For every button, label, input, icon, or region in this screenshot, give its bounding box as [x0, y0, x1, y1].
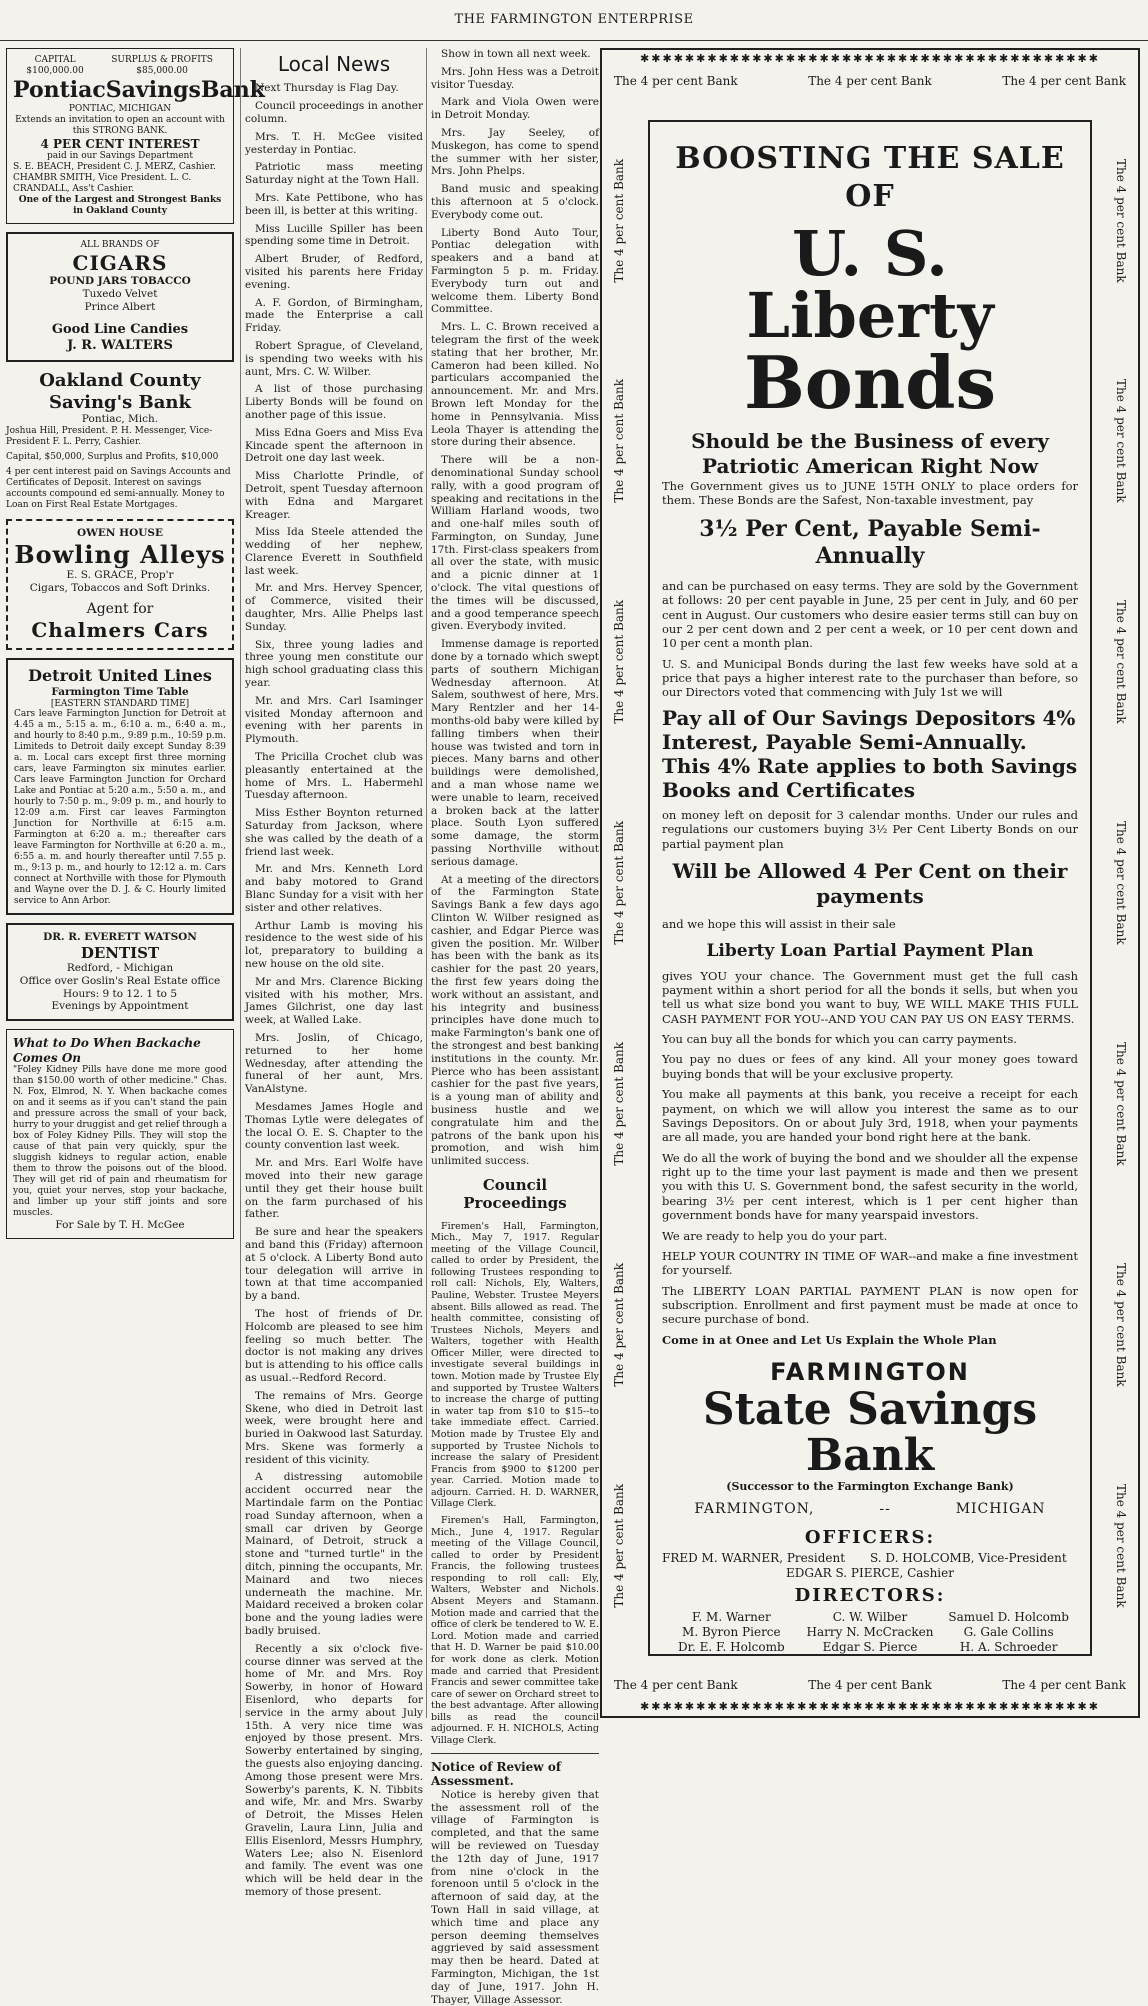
bar-label: The 4 per cent Bank [1114, 1042, 1128, 1166]
ad-rate: 3½ Per Cent, Payable Semi-Annually [699, 515, 1041, 570]
pontiac-line1: Extends an invitation to open an account with this STRONG BANK. [15, 114, 225, 136]
divider [431, 1753, 599, 1754]
ad-p5: and we hope this will assist in their sale [662, 916, 896, 931]
review-heading: Notice of Review of Assessment. [431, 1759, 561, 1789]
ad-p1: The Government gives us to JUNE 15TH ONLY to place orders for them. These Bonds are the Safest, Non-taxable investment, pay [662, 479, 1078, 508]
directors-list [662, 1610, 1078, 1655]
news-items [431, 48, 599, 1168]
bar-label: The 4 per cent Bank [1114, 1483, 1128, 1608]
dur-l1: Detroit United Lines [28, 666, 212, 686]
news-item: Band music and speaking this afternoon at 5 o'clock. Everybody come out. [431, 183, 599, 221]
news-item: Mr. and Mrs. Earl Wolfe have moved into their new garage until they get their house built on the farm purchased of his father. [245, 1157, 423, 1221]
oakland-name: Oakland County Saving's Bank [39, 369, 201, 413]
ad-subhead: Should be the Business of every Patriotic American Right Now [691, 429, 1049, 478]
news-item: Mr. and Mrs. Kenneth Lord and baby motored to Grand Blanc Sunday for a visit with her sister and other relatives. [245, 863, 423, 914]
dentist-l1: DR. R. EVERETT WATSON [43, 930, 197, 943]
news-item: Miss Charlotte Prindle, of Detroit, spent Tuesday afternoon with Edna and Margaret Kreager. [245, 470, 423, 521]
officers-title: OFFICERS: [804, 1526, 936, 1548]
bar-label: The 4 per cent Bank [1114, 158, 1128, 283]
news-item: A distressing automobile accident occurred near the Martindale farm on the Pontiac road Sunday afternoon, when a small car driven by George Mainard, of Detroit, struck a stone and "turned turtle" in the ditch, pinning the occupants, Mr. Mainard and two nieces underneath the machine. Mr. Maidard received a broken colar bone and the young ladies were badly bruised. [245, 1471, 423, 1638]
news-item: Mrs. Jay Seeley, of Muskegon, has come to spend the summer with her sister, Mrs. John Phelps. [431, 126, 599, 178]
bank-successor: (Successor to the Farmington Exchange Bank) [726, 1479, 1014, 1493]
column-left-ads [6, 48, 265, 1718]
dur-l2: Farmington Time Table [51, 685, 189, 698]
bar-label: The 4 per cent Bank [612, 600, 626, 724]
news-item: Arthur Lamb is moving his residence to the west side of his lot, preparatory to building a new house on the old site. [245, 919, 423, 970]
news-item: Miss Lucille Spiller has been spending some time in Detroit. [245, 222, 423, 248]
ad-left-bar [608, 110, 630, 1656]
capital-label: CAPITAL $100,000.00 [26, 55, 84, 76]
directors-title: DIRECTORS: [794, 1585, 946, 1607]
ad-headline: BOOSTING THE SALE OF [675, 141, 1065, 214]
director: C. W. Wilber [832, 1609, 908, 1624]
news-item: Show in town all next week. [441, 48, 591, 60]
oakland-officers: Joshua Hill, President. P. H. Messenger, Vice-President F. L. Perry, Cashier. [6, 426, 213, 448]
news-item: Miss Esther Boynton returned Saturday from Jackson, where she was called by the death of a friend last week. [245, 807, 423, 858]
ad-p10: We do all the work of buying the bond and we shoulder all the expense right up to the time your last payment is made and then we present you with this U. S. Government bond, the safest security in the world, bearing 3½ per cent interest, which is 1 per cent higher than government bonds have for many yearspaid investors. [662, 1150, 1078, 1223]
news-item: Mrs. Kate Pettibone, who has been ill, is better at this writing. [245, 191, 423, 217]
backache-text: "Foley Kidney Pills have done me more good than $150.00 worth of other medicine." Chas. N. Fox, Elmrod, N. Y. When backache comes on and it seems as if you can't stand the pain and pressure across the small of your back, hurry to your druggist and get relief through a box of Foley Kidney Pills. They will stop the cause of that pain very quickly, spur the sluggish kidneys to regular action, enable them to throw the poisons out of the blood. They will get rid of pain and rheumatism for you, quiet your nerves, stop your backache, and limber up your stiff joints and sore muscles. [13, 1065, 227, 1219]
officer: FRED M. WARNER, President [662, 1551, 846, 1566]
masthead: THE FARMINGTON ENTERPRISE [0, 0, 1148, 41]
ad-p7: You can buy all the bonds for which you can carry payments. [662, 1032, 1017, 1046]
bar-label: The 4 per cent Bank [612, 1262, 626, 1387]
bar-label: The 4 per cent Bank [1002, 1678, 1126, 1692]
loc-mid: -- [879, 1501, 891, 1518]
dentist-l6: Evenings by Appointment [51, 1000, 189, 1013]
owen-l3: E. S. GRACE, Prop'r [66, 569, 174, 582]
bar-label: The 4 per cent Bank [1114, 379, 1128, 504]
bar-label: The 4 per cent Bank [1114, 1262, 1128, 1387]
cigars-l2: CIGARS [72, 251, 168, 276]
loc-left: FARMINGTON, [694, 1501, 815, 1518]
local-news-items [245, 82, 423, 1898]
pontiac-place: PONTIAC, MICHIGAN [68, 103, 172, 114]
news-item: Miss Ida Steele attended the wedding of her nephew, Clarence Everett in Southfield last week. [245, 526, 423, 577]
council-item: Firemen's Hall, Farmington, Mich., June 4, 1917. Regular meeting of the Village Council, called to order by President Francis, the following trustees responding to roll call: Ely, Walters, Webster and Nichols. Absent Meyers and Stamann. Motion made and carried that the office of clerk be tendered to W. E. Lord. Motion made and carried that H. D. Warner be paid $10.00 for work done as clerk. Motion made and carried that President Francis and sewer committee take care of sewer on Orchard street to the best advantage. After allowing bills as read the council adjourned. F. H. NICHOLS, Acting Village Clerk. [431, 1514, 599, 1746]
director: Edgar S. Pierce [822, 1639, 918, 1654]
news-item: Mrs. Joslin, of Chicago, returned to her home Wednesday, after attending the funeral of her aunt, Mrs. VanAlstyne. [245, 1031, 423, 1096]
ad-partial-plan: Liberty Loan Partial Payment Plan [706, 941, 1034, 962]
ad-right-bar [1110, 110, 1132, 1656]
star-border-bottom: ✱✱✱✱✱✱✱✱✱✱✱✱✱✱✱✱✱✱✱✱✱✱✱✱✱✱✱✱✱✱✱✱✱✱✱✱✱✱✱✱✱ [640, 1700, 1100, 1713]
owen-l5: Agent for [86, 600, 154, 617]
ad-bottom-bar [614, 1674, 1126, 1696]
director: M. Byron Pierce [682, 1624, 781, 1639]
owen-house-ad [6, 519, 234, 650]
news-item: Six, three young ladies and three young men constitute our high school graduating class this year. [245, 638, 423, 690]
director: F. M. Warner [691, 1609, 771, 1624]
dentist-l2: DENTIST [80, 943, 160, 962]
director: H. A. Schroeder [959, 1639, 1058, 1654]
director: Harry N. McCracken [806, 1624, 934, 1639]
cigars-l5: Prince Albert [84, 301, 156, 314]
backache-sale: For Sale by T. H. McGee [55, 1219, 185, 1231]
news-item: Miss Edna Goers and Miss Eva Kincade spent the afternoon in Detroit one day last week. [245, 426, 423, 465]
local-news-heading: Local News [277, 52, 391, 76]
pontiac-bank-name: PontiacSavingsBank [13, 76, 265, 103]
pontiac-officers: S. E. BEACH, President C. J. MERZ, Cashier. CHAMBR SMITH, Vice President. L. C. CRANDALL, Ass't Cashier. [13, 162, 216, 195]
ad-p14: Come in at Onee and Let Us Explain the Whole Plan [662, 1332, 997, 1347]
bar-label: The 4 per cent Bank [1002, 74, 1126, 88]
cigars-l4: Tuxedo Velvet [82, 288, 158, 301]
ad-pay-4-percent: Pay all of Our Savings Depositors 4% Interest, Payable Semi-Annually. This 4% Rate applies to both Savings Books and Certificates [662, 705, 1078, 802]
dentist-l5: Hours: 9 to 12. 1 to 5 [62, 987, 178, 1000]
news-item: Mr and Mrs. Clarence Bicking visited with his mother, Mrs. James Gilchrist, one day last week, at Walled Lake. [245, 975, 423, 1027]
owen-l1: OWEN HOUSE [76, 527, 163, 540]
news-item: The remains of Mrs. George Skene, who died in Detroit last week, were brought here and buried in Oakwood last Saturday. Mrs. Skene was formerly a resident of this vicinity. [245, 1389, 423, 1466]
star-border-top: ✱✱✱✱✱✱✱✱✱✱✱✱✱✱✱✱✱✱✱✱✱✱✱✱✱✱✱✱✱✱✱✱✱✱✱✱✱✱✱✱✱ [640, 52, 1100, 65]
news-item: At a meeting of the directors of the Farmington State Savings Bank a few days ago Clinton W. Wilber resigned as cashier, and Edgar Pierce was given the position. Mr. Wilber has been with the bank as its cashier for the past 20 years, the first few years doing the work without an assistant, and his integrity and business principles have done much to make Farmington's bank one of the strongest and best banking institutions in the county. Mr. Pierce who has been assistant cashier for the past five years, is a young man of ability and business hustle and we congratulate him and the patrons of the bank upon his promotion, and wish him unlimited success. [431, 873, 599, 1168]
news-item: Mrs. L. C. Brown received a telegram the first of the week stating that her brother, Mr. Cameron had been killed. No particulars accompanied the announcement. Mr. and Mrs. Brown left Monday for the home in Pennsylvania. Miss Leola Thayer is attending the store during their absence. [431, 321, 599, 449]
bar-label: The 4 per cent Bank [612, 1042, 626, 1166]
cigars-l3: POUND JARS TOBACCO [49, 275, 191, 288]
news-item: The Pricilla Crochet club was pleasantly entertained at the home of Mrs. L. Habermehl Tuesday afternoon. [245, 751, 423, 802]
oakland-capital: Capital, $50,000, Surplus and Profits, $10,000 [6, 452, 219, 463]
pontiac-footer: One of the Largest and Strongest Banks in Oakland County [18, 195, 222, 217]
ad-p12: HELP YOUR COUNTRY IN TIME OF WAR--and make a fine investment for yourself. [662, 1248, 1078, 1278]
news-item: Mr. and Mrs. Hervey Spencer, of Commerce, visited their daughter, Mrs. Allie Phelps last Sunday. [245, 582, 423, 633]
ad-p11: We are ready to help you do your part. [662, 1228, 888, 1243]
column-local-news [240, 48, 423, 1898]
loc-right: MICHIGAN [955, 1501, 1046, 1518]
news-item: Recently a six o'clock five-course dinner was served at the home of Mr. and Mrs. Roy Sowerby, in honor of Howard Eisenlord, who departs for service in the army about July 15th. A very nice time was enjoyed by those present. Mrs. Sowerby entertained by singing, the guests also enjoying dancing. Among those present were Mrs. Sowerby's parents, K. N. Tibbits and wife, Mr. and Mrs. Swarby of Detroit, the Misses Helen Gravelin, Laura Linn, Julia and Ellis Eisenlord, Messrs Humphry, Waters Lee; also N. Eisenlord and family. The event was one which will be held dear in the memory of those present. [245, 1642, 423, 1898]
owen-l6: Chalmers Cars [31, 617, 209, 642]
news-item: A list of those purchasing Liberty Bonds will be found on another page of this issue. [245, 383, 423, 421]
oakland-text: 4 per cent interest paid on Savings Accounts and Certificates of Deposit. Interest on savings accounts compound ed semi-annually. Money to Loan on First Real Estate Mortgages. [6, 467, 231, 511]
owen-l4: Cigars, Tobaccos and Soft Drinks. [29, 581, 211, 594]
news-item: Mesdames James Hogle and Thomas Lytle were delegates of the local O. E. S. Chapter to the county convention last week. [245, 1100, 423, 1152]
dentist-l3: Redford, - Michigan [66, 962, 174, 974]
news-item: Immense damage is reported done by a tornado which swept parts of southern Michigan Wednesday afternoon. At Salem, southwest of here, Mrs. Mary Rentzler and her 14-months-old baby were killed by falling timbers when their house was twisted and torn in pieces. Many barns and other buildings were demolished, and a man whose name we were unable to learn, received a broken back at the latter place. South Lyon suffered some damage, the storm passing Northville without serious damage. [431, 638, 599, 868]
bar-label: The 4 per cent Bank [808, 1678, 932, 1692]
oakland-place: Pontiac, Mich. [81, 413, 159, 426]
bar-label: The 4 per cent Bank [612, 1483, 626, 1608]
news-item: Be sure and hear the speakers and band this (Friday) afternoon at 5 o'clock. A Liberty Bond auto tour delegation will arrive in town at that time accompanied by a band. [245, 1226, 423, 1303]
owen-l2: Bowling Alleys [14, 539, 226, 569]
ad-bonds: Bonds [743, 340, 997, 425]
officers-list [662, 1551, 1078, 1566]
bank-location [662, 1501, 1078, 1519]
backache-title: What to Do When Backache Comes On [13, 1036, 201, 1065]
director: Dr. E. F. Holcomb [677, 1639, 785, 1654]
ad-p9: You make all payments at this bank, you receive a receipt for each payment, on which we will allow you interest the same as to our Savings Depositors. On or about July 3rd, 1918, when your payments are all made, you are handed your bond right here at the bank. [662, 1087, 1078, 1145]
pontiac-interest2: paid in our Savings Department [47, 151, 193, 162]
ad-inner [648, 120, 1092, 1656]
council-heading: Council Proceedings [463, 1175, 567, 1213]
news-item: Robert Sprague, of Cleveland, is spending two weeks with his aunt, Mrs. C. W. Wilber. [245, 339, 423, 378]
pontiac-interest: 4 PER CENT INTEREST [40, 136, 200, 151]
bar-label: The 4 per cent Bank [1114, 821, 1128, 945]
ad-p13: The LIBERTY LOAN PARTIAL PAYMENT PLAN is now open for subscription. Enrollment and first payment must be made at once to secure purchase of bond. [662, 1283, 1078, 1327]
bank-name-top: FARMINGTON [770, 1358, 970, 1387]
news-item: Mark and Viola Owen were in Detroit Monday. [431, 96, 599, 122]
council-items [431, 1221, 599, 1747]
director: Samuel D. Holcomb [948, 1609, 1069, 1624]
bar-label: The 4 per cent Bank [614, 74, 738, 88]
ad-allowed-4: Will be Allowed 4 Per Cent on their payments [672, 858, 1068, 908]
dentist-ad [6, 923, 234, 1021]
news-item: Mr. and Mrs. Carl Isaminger visited Monday afternoon and evening with her parents in Plymouth. [245, 694, 423, 746]
news-item: Patriotic mass meeting Saturday night at the Town Hall. [245, 161, 423, 187]
bar-label: The 4 per cent Bank [612, 821, 626, 945]
liberty-bond-ad [600, 48, 1140, 1718]
dentist-l4: Office over Goslin's Real Estate office [19, 974, 221, 987]
news-item: Mrs. T. H. McGee visited yesterday in Pontiac. [245, 130, 423, 156]
bar-label: The 4 per cent Bank [1114, 600, 1128, 724]
ad-p3: U. S. and Municipal Bonds during the last few weeks have sold at a price that pays a higher interest rate to the purchaser than before, so our Directors voted that commencing with July 1st we will [662, 656, 1078, 700]
dur-ad [6, 658, 234, 915]
dur-l3: [EASTERN STANDARD TIME] [50, 698, 190, 709]
news-item: There will be a non-denominational Sunday school rally, with a good program of speaking and recitations in the William Harland woods, two and one-half miles south of Farmington, on Sunday, June 17th. First-class speakers from all over the state, with music and a picnic dinner at 1 o'clock. The vital questions of the times will be discussed, and a good temperance speech given. Everybody invited. [431, 454, 599, 633]
cigars-l7: J. R. WALTERS [67, 337, 173, 353]
column-news-continued [426, 48, 599, 2006]
backache-ad [6, 1029, 234, 1239]
director: G. Gale Collins [963, 1624, 1054, 1639]
review-text: Notice is hereby given that the assessment roll of the village of Farmington is completed, and that the same will be reviewed on Tuesday the 12th day of June, 1917 from nine o'clock in the forenoon until 5 o'clock in the afternoon of said day, at the Town Hall in said village, at which time and place any person deeming themselves aggrieved by said assessment may then be heard. Dated at Farmington, Michigan, the 1st day of June, 1917. John H. Thayer, Village Assessor. [431, 1788, 599, 2006]
dur-text: Cars leave Farmington Junction for Detroit at 4.45 a m., 5:15 a. m., 6:10 a. m., 6:40 a. m., and hourly to 8:40 p.m., 9:89 p.m., 10:59 p.m. Limiteds to Detroit daily except Sunday 8:39 a. m. Local cars except first three morning cars, leave Farmington six minutes earlier. Cars leave Farmington Junction for Orchard Lake and Pontiac at 5:20 a.m., 5:50 a. m., and hourly to 7:50 p. m., 9:09 p. m., and hourly to 12:09 a.m. First car leaves Farmington Junction for Northville at 6:15 a.m. Farmington at 6:20 a. m.; thereafter cars leave Farmington for Northville at 6:20 a. m., 6:55 a. m. and hourly thereafter until 7.55 p. m., 9:13 p. m., and hourly to 12:12 a. m. Cars connect at Northville with those for Plymouth and Wayne over the D. J. & C. Hourly limited service to Ann Arbor. [14, 709, 226, 906]
news-item: A. F. Gordon, of Birmingham, made the Enterprise a call Friday. [245, 296, 423, 335]
officer: S. D. HOLCOMB, Vice-President [870, 1551, 1067, 1566]
surplus-label: SURPLUS & PROFITS $85,000.00 [111, 55, 213, 76]
ad-p6: gives YOU your chance. The Government must get the full cash payment within a short period for all the bonds it sells, but when you tell us what size bond you want to buy, WE WILL MAKE THIS FULL CASH PAYMENT FOR YOU--AND YOU CAN PAY US ON EASY TERMS. [662, 968, 1078, 1026]
cigars-ad [6, 232, 234, 361]
ad-top-bar [614, 70, 1126, 92]
cigars-l1: ALL BRANDS OF [80, 240, 160, 251]
news-item: Mrs. John Hess was a Detroit visitor Tuesday. [431, 65, 599, 91]
bar-label: The 4 per cent Bank [808, 74, 932, 88]
ad-p4: on money left on deposit for 3 calendar months. Under our rules and regulations our customers buying 3½ Per Cent Liberty Bonds on our partial payment plan [662, 807, 1078, 851]
bar-label: The 4 per cent Bank [612, 379, 626, 504]
council-item: Firemen's Hall, Farmington, Mich., May 7, 1917. Regular meeting of the Village Council, called to order by President, the following Trustees responding to roll call: Nichols, Ely, Walters, Pauline, Webster. Trustee Meyers absent. Bills allowed as read. The health committee, consisting of Trustees Nichols, Meyers and Walters, together with Health Officer Miller, were directed to investigate several buildings in town. Motion made by Trustee Ely and supported by Trustee Walters to increase the charge of putting in water tap from $10 to $15--to take immediate effect. Carried. Motion made by Trustee Ely and supported by Trustee Nichols to increase the salary of President Francis from $900 to $1200 per year. Carried. Motion made to adjourn. Carried. H. D. WARNER, Village Clerk. [431, 1220, 599, 1510]
bank-name: State Savings Bank [702, 1384, 1038, 1482]
pontiac-bank-ad [6, 48, 265, 224]
oakland-bank-ad [6, 370, 234, 511]
news-item: The host of friends of Dr. Holcomb are pleased to see him feeling so much better. The doctor is not making any drives but is attending to his office calls as usual.--Redford Record. [245, 1307, 423, 1384]
ad-p8: You pay no dues or fees of any kind. All your money goes toward buying bonds that will be your exclusive property. [662, 1052, 1078, 1081]
bar-label: The 4 per cent Bank [612, 158, 626, 283]
news-item: Council proceedings in another column. [245, 100, 423, 125]
bar-label: The 4 per cent Bank [614, 1678, 738, 1692]
cigars-l6: Good Line Candies [51, 321, 189, 337]
ad-p2: and can be purchased on easy terms. They are sold by the Government at follows: 20 per cent payable in June, 25 per cent in July, and 60 per cent in August. Our customers who desire easier terms still can buy on our 2 per cent down and 2 per cent a week, or 10 per cent down and 10 per cent a month plan. [662, 578, 1078, 651]
ad-us-liberty: U. S. Liberty [746, 217, 994, 352]
officer: EDGAR S. PIERCE, Cashier [786, 1566, 954, 1581]
news-item: Liberty Bond Auto Tour, Pontiac delegation with speakers and a band at Farmington 5 p. m. Friday. Everybody turn out and welcome them. Liberty Bond Committee. [431, 226, 599, 316]
news-item: Albert Bruder, of Redford, visited his parents here Friday evening. [245, 253, 423, 291]
news-item: Next Thursday is Flag Day. [255, 82, 399, 95]
